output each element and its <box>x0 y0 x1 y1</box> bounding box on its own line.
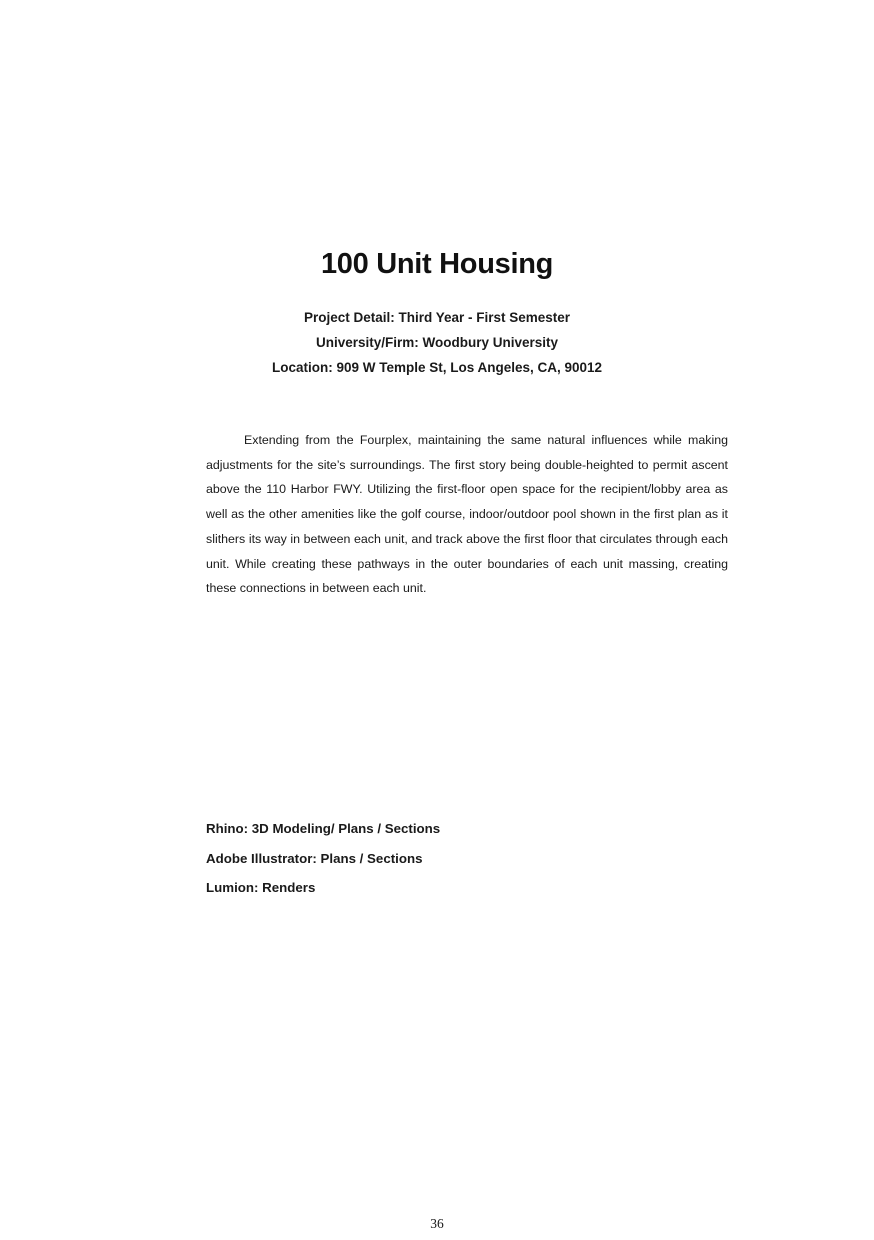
project-description: Extending from the Fourplex, maintaining the same natural influences while making adjustments for the site’s surroundings. The first story being double-heighted to permit ascent above the 110 Harbor FWY. Utilizing the first-floor open space for the recipient/lobby area as well as the other amenities like the golf course, indoor/outdoor pool shown in the first plan as it slithers its way in between each unit, and track above the first floor that circulates through each unit. While creating these pathways in the outer boundaries of each unit massing, creating these connections in between each unit. <box>206 433 728 596</box>
project-meta <box>0 305 874 380</box>
project-university: University/Firm: Woodbury University <box>315 335 559 350</box>
software-item-rhino: Rhino: 3D Modeling/ Plans / Sections <box>206 821 441 836</box>
project-detail: Project Detail: Third Year - First Semester <box>303 310 571 325</box>
software-item-lumion: Lumion: Renders <box>206 880 316 895</box>
project-location: Location: 909 W Temple St, Los Angeles, CA, 90012 <box>271 360 603 375</box>
page-title: 100 Unit Housing <box>320 248 554 280</box>
software-item-illustrator: Adobe Illustrator: Plans / Sections <box>206 850 423 866</box>
software-list <box>206 814 440 903</box>
page-number: 36 <box>430 1216 444 1231</box>
